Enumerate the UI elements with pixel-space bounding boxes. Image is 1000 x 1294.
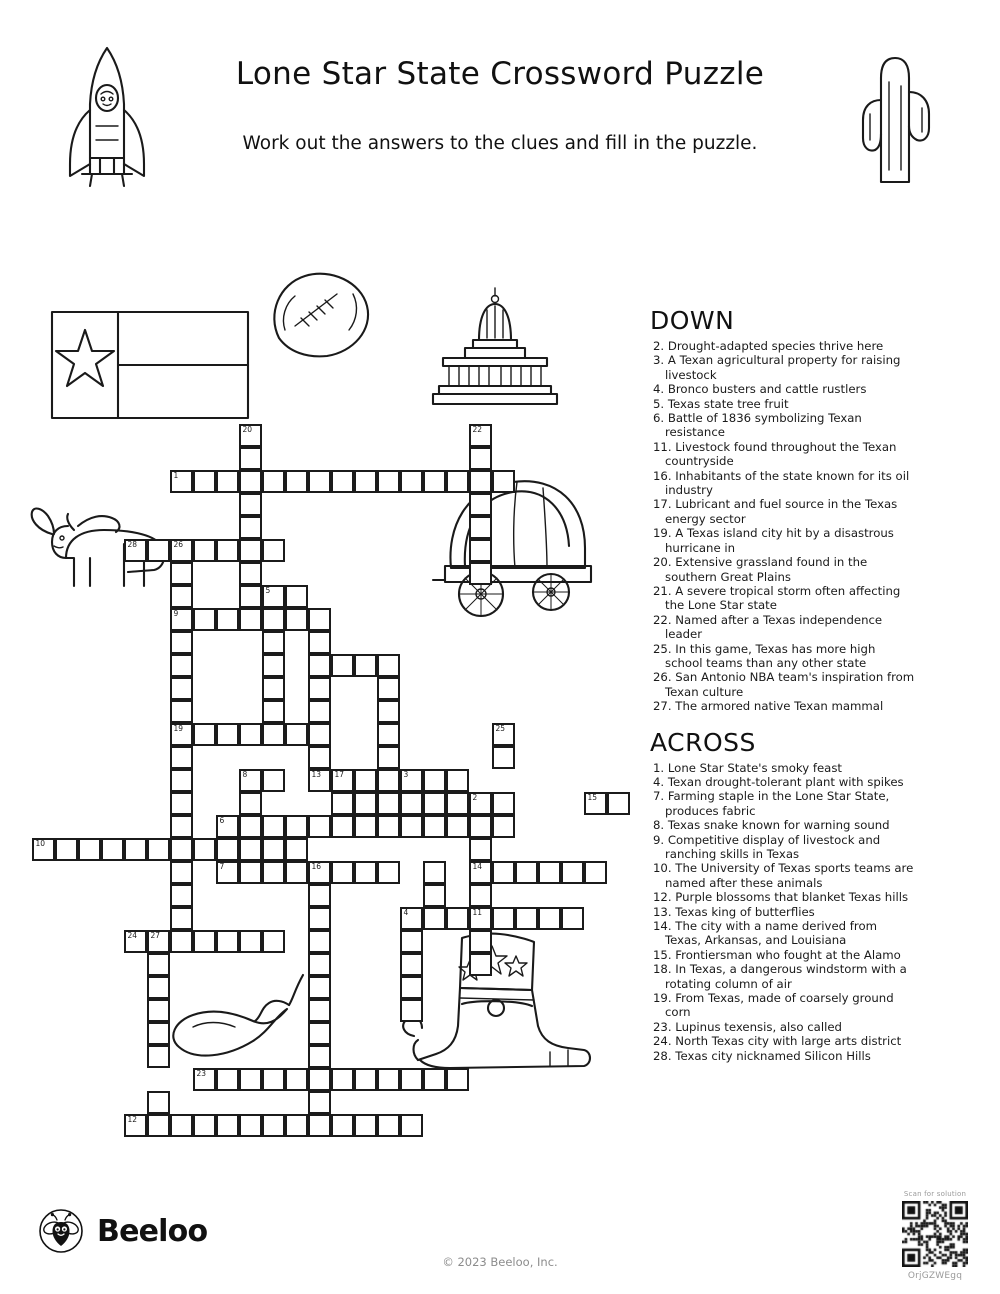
across-clue-item: 13. Texas king of butterflies	[653, 904, 815, 919]
crossword-cell[interactable]	[446, 792, 469, 815]
crossword-cell[interactable]	[170, 907, 193, 930]
crossword-cell[interactable]	[170, 769, 193, 792]
crossword-cell[interactable]	[170, 884, 193, 907]
down-clue-item: 4. Bronco busters and cattle rustlers	[653, 382, 867, 397]
across-clue-item: 19. From Texas, made of coarsely ground corn	[653, 991, 894, 1020]
crossword-cell[interactable]	[308, 608, 331, 631]
crossword-cell[interactable]	[331, 861, 354, 884]
crossword-cell[interactable]	[423, 884, 446, 907]
crossword-cell[interactable]	[308, 1068, 331, 1091]
crossword-cell[interactable]	[239, 470, 262, 493]
crossword-cell[interactable]	[239, 447, 262, 470]
crossword-cell-number: 13	[311, 770, 322, 779]
crossword-cell-numbered[interactable]	[170, 723, 193, 746]
brand-logo	[38, 1208, 207, 1254]
crossword-cell[interactable]	[193, 723, 216, 746]
crossword-cell[interactable]	[170, 700, 193, 723]
crossword-cell[interactable]	[308, 746, 331, 769]
crossword-cell[interactable]	[147, 999, 170, 1022]
crossword-cell[interactable]	[170, 562, 193, 585]
crossword-cell[interactable]	[216, 539, 239, 562]
crossword-cell[interactable]	[262, 631, 285, 654]
crossword-cell[interactable]	[377, 1114, 400, 1137]
crossword-cell[interactable]	[423, 861, 446, 884]
crossword-cell[interactable]	[492, 907, 515, 930]
crossword-cell[interactable]	[101, 838, 124, 861]
crossword-cell[interactable]	[469, 562, 492, 585]
across-clue-item: 15. Frontiersman who fought at the Alamo	[653, 947, 901, 962]
crossword-cell-number: 9	[173, 609, 179, 618]
crossword-cell-numbered[interactable]	[216, 815, 239, 838]
brand-name: Beeloo	[97, 1213, 208, 1249]
crossword-cell[interactable]	[607, 792, 630, 815]
crossword-cell[interactable]	[377, 470, 400, 493]
down-clue-item: 11. Livestock found throughout the Texan countryside	[653, 439, 897, 469]
crossword-cell-numbered[interactable]	[469, 792, 492, 815]
crossword-cell[interactable]	[262, 723, 285, 746]
crossword-cell[interactable]	[377, 769, 400, 792]
crossword-cell[interactable]	[239, 723, 262, 746]
crossword-cell-numbered[interactable]	[193, 1068, 216, 1091]
crossword-cell[interactable]	[285, 470, 308, 493]
crossword-cell-number: 2	[472, 793, 478, 802]
page-subtitle: Work out the answers to the clues and fill in the puzzle.	[242, 133, 758, 154]
crossword-cell-numbered[interactable]	[308, 861, 331, 884]
crossword-cell[interactable]	[446, 907, 469, 930]
crossword-cell[interactable]	[308, 999, 331, 1022]
crossword-cell[interactable]	[147, 976, 170, 999]
crossword-cell-numbered[interactable]	[308, 769, 331, 792]
crossword-cell-numbered[interactable]	[584, 792, 607, 815]
crossword-cell[interactable]	[354, 470, 377, 493]
crossword-cell[interactable]	[124, 838, 147, 861]
crossword-cell[interactable]	[515, 907, 538, 930]
across-clue-item: 23. Lupinus texensis, also called	[653, 1019, 842, 1034]
crossword-cell[interactable]	[354, 769, 377, 792]
crossword-cell-number: 28	[127, 540, 138, 549]
crossword-cell[interactable]	[331, 654, 354, 677]
crossword-cell[interactable]	[308, 815, 331, 838]
crossword-cell[interactable]	[308, 976, 331, 999]
crossword-cell[interactable]	[216, 838, 239, 861]
crossword-cell[interactable]	[239, 1114, 262, 1137]
crossword-cell[interactable]	[262, 930, 285, 953]
crossword-cell[interactable]	[354, 815, 377, 838]
crossword-cell[interactable]	[308, 930, 331, 953]
down-clue-item: 21. A severe tropical storm often affecting the Lone Star state	[653, 583, 901, 613]
crossword-cell-numbered[interactable]	[216, 861, 239, 884]
crossword-cell-number: 15	[587, 793, 598, 802]
across-clue-item: 12. Purple blossoms that blanket Texas hills	[653, 890, 909, 905]
crossword-cell[interactable]	[308, 700, 331, 723]
down-clue-item: 5. Texas state tree fruit	[653, 396, 789, 411]
crossword-cell[interactable]	[423, 769, 446, 792]
crossword-cell[interactable]	[147, 1091, 170, 1114]
crossword-cell[interactable]	[377, 746, 400, 769]
crossword-cell[interactable]	[354, 1068, 377, 1091]
down-clue-item: 6. Battle of 1836 symbolizing Texan resistance	[653, 411, 862, 440]
cactus-illustration	[845, 42, 945, 192]
crossword-cell[interactable]	[331, 470, 354, 493]
crossword-cell-numbered[interactable]	[331, 769, 354, 792]
crossword-cell[interactable]	[446, 1068, 469, 1091]
qr-id-text: OrjGZWEgq	[907, 1271, 963, 1281]
down-clue-item: 20. Extensive grassland found in the southern Great Plains	[653, 555, 868, 584]
crossword-cell-number: 17	[334, 770, 345, 779]
crossword-cell[interactable]	[216, 930, 239, 953]
crossword-cell[interactable]	[423, 907, 446, 930]
crossword-cell[interactable]	[308, 953, 331, 976]
crossword-cell[interactable]	[400, 999, 423, 1022]
crossword-cell[interactable]	[377, 654, 400, 677]
crossword-cell-number: 8	[242, 770, 248, 779]
crossword-cell-numbered[interactable]	[147, 930, 170, 953]
crossword-cell[interactable]	[239, 930, 262, 953]
crossword-cell[interactable]	[308, 631, 331, 654]
crossword-cell[interactable]	[170, 930, 193, 953]
down-clue-list	[648, 339, 916, 714]
copyright-text: © 2023 Beeloo, Inc.	[442, 1255, 558, 1269]
crossword-cell[interactable]	[147, 1045, 170, 1068]
crossword-cell[interactable]	[239, 516, 262, 539]
crossword-cell[interactable]	[262, 815, 285, 838]
crossword-cell[interactable]	[469, 470, 492, 493]
crossword-cell[interactable]	[285, 723, 308, 746]
down-clue-item: 22. Named after a Texas independence leader	[653, 612, 883, 642]
crossword-cell[interactable]	[239, 792, 262, 815]
crossword-cell[interactable]	[239, 815, 262, 838]
crossword-cell[interactable]	[492, 746, 515, 769]
crossword-cell[interactable]	[308, 907, 331, 930]
crossword-cell[interactable]	[170, 1114, 193, 1137]
crossword-cell[interactable]	[170, 631, 193, 654]
crossword-cell[interactable]	[193, 539, 216, 562]
crossword-cell[interactable]	[377, 1068, 400, 1091]
crossword-cell[interactable]	[331, 792, 354, 815]
across-clue-item: 7. Farming staple in the Lone Star State, produces fabric	[653, 789, 890, 818]
crossword-cell[interactable]	[561, 861, 584, 884]
crossword-cell[interactable]	[377, 815, 400, 838]
crossword-cell[interactable]	[400, 815, 423, 838]
crossword-cell[interactable]	[400, 976, 423, 999]
crossword-cell[interactable]	[262, 608, 285, 631]
crossword-cell[interactable]	[400, 792, 423, 815]
crossword-cell-number: 22	[472, 425, 483, 434]
crossword-cell[interactable]	[354, 861, 377, 884]
crossword-cell[interactable]	[331, 1114, 354, 1137]
crossword-cell[interactable]	[377, 677, 400, 700]
crossword-cell[interactable]	[239, 1068, 262, 1091]
crossword-cell[interactable]	[239, 493, 262, 516]
crossword-cell[interactable]	[423, 470, 446, 493]
crossword-cell[interactable]	[308, 884, 331, 907]
down-clue-item: 17. Lubricant and fuel source in the Texas energy sector	[653, 497, 898, 526]
crossword-cell[interactable]	[285, 815, 308, 838]
crossword-cell[interactable]	[584, 861, 607, 884]
crossword-cell[interactable]	[561, 907, 584, 930]
crossword-cell[interactable]	[377, 700, 400, 723]
crossword-cell-numbered[interactable]	[170, 608, 193, 631]
crossword-cell[interactable]	[147, 539, 170, 562]
crossword-cell[interactable]	[446, 815, 469, 838]
crossword-cell-numbered[interactable]	[124, 539, 147, 562]
crossword-cell[interactable]	[400, 930, 423, 953]
down-clue-item: 3. A Texan agricultural property for raising livestock	[653, 353, 901, 382]
crossword-cell[interactable]	[423, 815, 446, 838]
crossword-cell[interactable]	[262, 539, 285, 562]
crossword-cell[interactable]	[469, 447, 492, 470]
crossword-cell[interactable]	[515, 861, 538, 884]
crossword-cell[interactable]	[262, 769, 285, 792]
across-clue-item: 4. Texan drought-tolerant plant with spikes	[653, 774, 904, 789]
crossword-cell[interactable]	[469, 815, 492, 838]
crossword-cell[interactable]	[469, 838, 492, 861]
crossword-cell[interactable]	[216, 470, 239, 493]
across-clue-item: 9. Competitive display of livestock and ranching skills in Texas	[653, 832, 881, 861]
crossword-cell[interactable]	[354, 1114, 377, 1137]
crossword-cell-number: 14	[472, 862, 483, 871]
crossword-cell[interactable]	[78, 838, 101, 861]
crossword-cell[interactable]	[239, 608, 262, 631]
crossword-cell[interactable]	[308, 1114, 331, 1137]
crossword-cell[interactable]	[469, 953, 492, 976]
crossword-cell[interactable]	[354, 792, 377, 815]
crossword-cell[interactable]	[377, 792, 400, 815]
crossword-cell-numbered[interactable]	[262, 585, 285, 608]
crossword-cell[interactable]	[170, 792, 193, 815]
crossword-cell-numbered[interactable]	[124, 930, 147, 953]
across-clue-item: 28. Texas city nicknamed Silicon Hills	[653, 1048, 871, 1063]
clues-panel	[648, 306, 916, 1063]
down-clue-item: 16. Inhabitants of the state known for its oil industry	[653, 468, 910, 498]
crossword-cell[interactable]	[170, 815, 193, 838]
crossword-cell[interactable]	[216, 608, 239, 631]
across-clue-item: 10. The University of Texas sports teams are named after these animals	[653, 861, 914, 890]
crossword-cell[interactable]	[285, 1114, 308, 1137]
crossword-cell[interactable]	[400, 953, 423, 976]
crossword-cell[interactable]	[216, 1114, 239, 1137]
across-heading: ACROSS	[650, 727, 756, 757]
crossword-cell[interactable]	[193, 470, 216, 493]
crossword-cell[interactable]	[262, 838, 285, 861]
crossword-cell[interactable]	[262, 700, 285, 723]
down-heading: DOWN	[650, 306, 735, 335]
crossword-cell[interactable]	[170, 585, 193, 608]
crossword-cell[interactable]	[239, 562, 262, 585]
crossword-cell-numbered[interactable]	[239, 769, 262, 792]
crossword-cell[interactable]	[193, 930, 216, 953]
across-clue-item: 18. In Texas, a dangerous windstorm with a rotating column of air	[653, 962, 907, 991]
crossword-cell[interactable]	[308, 1022, 331, 1045]
crossword-cell-numbered[interactable]	[400, 769, 423, 792]
crossword-cell[interactable]	[193, 838, 216, 861]
crossword-cell[interactable]	[308, 1045, 331, 1068]
crossword-cell[interactable]	[170, 838, 193, 861]
crossword-cell-number: 6	[219, 816, 225, 825]
crossword-cell[interactable]	[285, 585, 308, 608]
across-clue-item: 8. Texas snake known for warning sound	[653, 818, 890, 833]
crossword-cell[interactable]	[400, 1068, 423, 1091]
crossword-cell-numbered[interactable]	[492, 723, 515, 746]
crossword-cell[interactable]	[492, 470, 515, 493]
crossword-cell[interactable]	[170, 861, 193, 884]
crossword-cell[interactable]	[331, 815, 354, 838]
crossword-cell[interactable]	[285, 1068, 308, 1091]
crossword-cell[interactable]	[285, 838, 308, 861]
crossword-cell[interactable]	[400, 1114, 423, 1137]
crossword-cell[interactable]	[239, 838, 262, 861]
crossword-cell[interactable]	[147, 1114, 170, 1137]
crossword-cell[interactable]	[308, 677, 331, 700]
crossword-cell[interactable]	[492, 792, 515, 815]
crossword-cell[interactable]	[262, 861, 285, 884]
crossword-cell-numbered[interactable]	[469, 424, 492, 447]
down-clue-item: 26. San Antonio NBA team's inspiration from Texan culture	[653, 670, 915, 699]
crossword-cell-numbered[interactable]	[239, 424, 262, 447]
crossword-cell[interactable]	[147, 1022, 170, 1045]
crossword-cell-number: 20	[242, 425, 253, 434]
crossword-cell-numbered[interactable]	[469, 907, 492, 930]
crossword-cell-numbered[interactable]	[469, 861, 492, 884]
crossword-cell-number: 23	[196, 1069, 207, 1078]
down-clue-item: 27. The armored native Texan mammal	[653, 699, 884, 714]
crossword-cell[interactable]	[147, 953, 170, 976]
page-title: Lone Star State Crossword Puzzle	[235, 56, 765, 92]
across-clue-item: 24. North Texas city with large arts district	[653, 1034, 902, 1049]
crossword-cell[interactable]	[423, 1068, 446, 1091]
crossword-cell-number: 5	[265, 586, 271, 595]
crossword-cell[interactable]	[147, 838, 170, 861]
crossword-cell[interactable]	[469, 493, 492, 516]
crossword-cell-number: 12	[127, 1115, 138, 1124]
crossword-cell[interactable]	[170, 654, 193, 677]
crossword-cell-number: 11	[472, 908, 483, 917]
crossword-cell[interactable]	[423, 792, 446, 815]
crossword-cell[interactable]	[354, 654, 377, 677]
crossword-cell[interactable]	[308, 1091, 331, 1114]
crossword-cell[interactable]	[285, 861, 308, 884]
crossword-cell-number: 1	[173, 471, 179, 480]
crossword-cell[interactable]	[469, 516, 492, 539]
across-clue-item: 1. Lone Star State's smoky feast	[653, 760, 843, 775]
crossword-cell-numbered[interactable]	[124, 1114, 147, 1137]
crossword-cell[interactable]	[308, 654, 331, 677]
crossword-cell[interactable]	[262, 1068, 285, 1091]
crossword-cell-number: 7	[219, 862, 225, 871]
crossword-cell-number: 19	[173, 724, 184, 733]
crossword-cell[interactable]	[262, 654, 285, 677]
across-clue-item: 14. The city with a name derived from Texas, Arkansas, and Louisiana	[653, 919, 877, 948]
qr-block	[892, 1190, 978, 1281]
crossword-cell[interactable]	[285, 608, 308, 631]
crossword-cell[interactable]	[216, 723, 239, 746]
crossword-cell-number: 25	[495, 724, 506, 733]
crossword-cell-number: 16	[311, 862, 322, 871]
down-clue-item: 25. In this game, Texas has more high school teams than any other state	[653, 641, 876, 670]
crossword-cell-numbered[interactable]	[170, 539, 193, 562]
crossword-cell[interactable]	[308, 470, 331, 493]
crossword-cell[interactable]	[193, 1114, 216, 1137]
crossword-cell[interactable]	[446, 769, 469, 792]
crossword-cell[interactable]	[377, 861, 400, 884]
crossword-cell[interactable]	[538, 907, 561, 930]
across-clue-list	[648, 761, 916, 1064]
crossword-cell[interactable]	[308, 723, 331, 746]
crossword-cell[interactable]	[216, 1068, 239, 1091]
crossword-cell-numbered[interactable]	[170, 470, 193, 493]
crossword-cell[interactable]	[446, 470, 469, 493]
crossword-cell[interactable]	[170, 746, 193, 769]
crossword-cell-number: 3	[403, 770, 409, 779]
down-clue-item: 19. A Texas island city hit by a disastrous hurricane in	[653, 526, 894, 555]
qr-code-image[interactable]	[902, 1201, 968, 1267]
crossword-cell[interactable]	[239, 539, 262, 562]
crossword-cell[interactable]	[55, 838, 78, 861]
crossword-cell[interactable]	[331, 1068, 354, 1091]
qr-caption: Scan for solution	[903, 1190, 967, 1198]
crossword-cell[interactable]	[170, 677, 193, 700]
crossword-cell[interactable]	[262, 677, 285, 700]
crossword-cell-number: 4	[403, 908, 409, 917]
crossword-cell-number: 27	[150, 931, 161, 940]
crossword-cell-numbered[interactable]	[400, 907, 423, 930]
crossword-cell[interactable]	[239, 585, 262, 608]
crossword-cell[interactable]	[262, 1114, 285, 1137]
down-clue-item: 2. Drought-adapted species thrive here	[653, 339, 884, 353]
crossword-cell[interactable]	[492, 815, 515, 838]
crossword-cell[interactable]	[492, 861, 515, 884]
crossword-cell-numbered[interactable]	[32, 838, 55, 861]
crossword-cell[interactable]	[469, 884, 492, 907]
crossword-cell[interactable]	[469, 539, 492, 562]
crossword-cell[interactable]	[538, 861, 561, 884]
bee-logo-icon	[38, 1208, 84, 1254]
crossword-cell-number: 24	[127, 931, 138, 940]
crossword-cell[interactable]	[239, 861, 262, 884]
crossword-cell[interactable]	[262, 470, 285, 493]
crossword-cell[interactable]	[469, 930, 492, 953]
crossword-cell-number: 26	[173, 540, 184, 549]
crossword-cell-number: 10	[35, 839, 46, 848]
crossword-cell[interactable]	[193, 608, 216, 631]
crossword-cell[interactable]	[377, 723, 400, 746]
crossword-cell[interactable]	[400, 470, 423, 493]
